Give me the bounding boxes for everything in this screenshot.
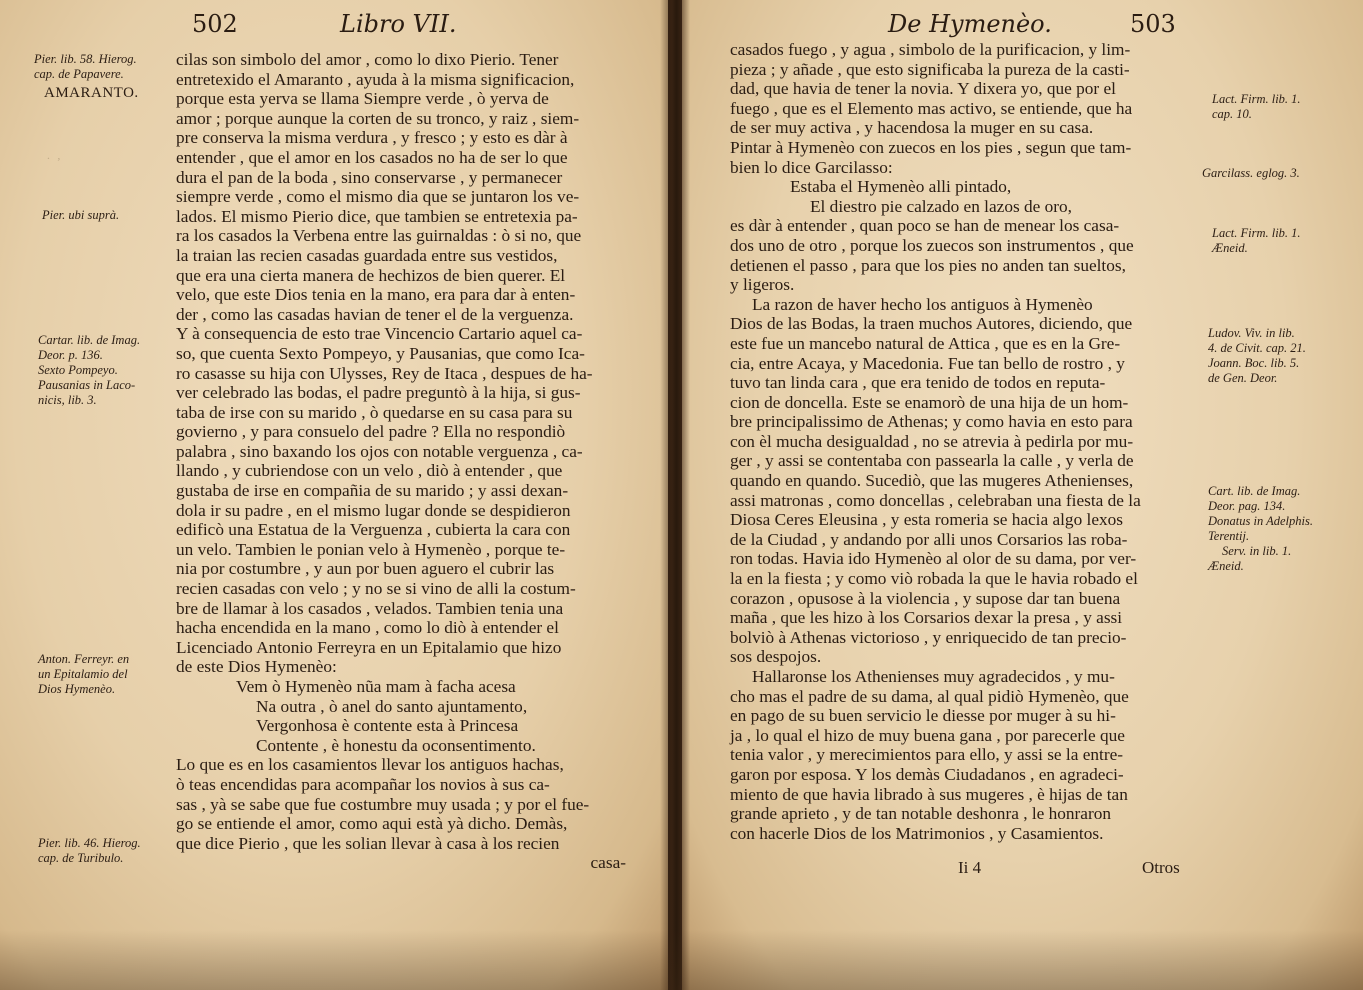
- signature-mark: Ii 4: [958, 858, 982, 877]
- text-line: bien lo dice Garcilasso:: [730, 157, 893, 177]
- text-line: amor ; porque aunque la corten de su tronco, y raiz , siem-: [176, 108, 580, 128]
- text-line: sos despojos.: [730, 647, 822, 667]
- text-line: edificò una Estatua de la Verguenza , cubierta la cara con: [176, 520, 571, 540]
- right-body-text: [730, 40, 1206, 843]
- text-line: detienen el passo , para que los pies no anden tan sueltos,: [730, 255, 1126, 275]
- catchword: Otros: [1142, 858, 1180, 877]
- text-line: llando , y cubriendose con un velo , diò à entender , que: [176, 461, 563, 481]
- text-line: Y à consequencia de esto trae Vincencio Cartario aquel ca-: [176, 324, 583, 344]
- right-page: [682, 0, 1363, 990]
- marginal-note: Anton. Ferreyr. en un Epitalamio del Dios Hymenèo.: [38, 652, 130, 696]
- text-line: de ser muy activa , y hacendosa la muger en su casa.: [730, 118, 1094, 138]
- page-shadow: [0, 930, 1363, 990]
- text-line: gustaba de irse en compañia de su marido ; y assi dexan-: [176, 481, 569, 501]
- text-line: dos uno de otro , porque los zuecos son instrumentos , que: [730, 235, 1134, 255]
- text-line: la traian las recien casadas guardada entre sus vestidos,: [176, 245, 558, 265]
- text-line: miento de que havia librado à sus mugeres , è hijas de tan: [730, 784, 1128, 804]
- text-line: cia, entre Acaya, y Macedonia. Fue tan bello de rostro , y: [730, 353, 1125, 373]
- text-line: ger , y assi se contentaba con passearla la calle , y verla de: [730, 451, 1134, 471]
- marginal-note: Cartar. lib. de Imag. Deor. p. 136. Sexto Pompeyo. Pausanias in Laco- nicis, lib. 3.: [38, 333, 141, 407]
- text-line: pieza ; y añade , que esto significaba la pureza de la casti-: [730, 59, 1130, 79]
- text-line: palabra , sino baxando los ojos con notable verguenza , ca-: [176, 441, 583, 461]
- text-line: entretexido el Amaranto , ayuda à la misma significacion,: [176, 69, 575, 89]
- text-line: garon por esposa. Y los demàs Ciudadanos , en agradeci-: [730, 764, 1124, 784]
- text-line: Pintar à Hymenèo con zuecos en los pies , segun que tam-: [730, 137, 1132, 157]
- text-line: ja , lo qual el hizo de muy buena gana , por parecerle que: [730, 725, 1125, 745]
- text-line: nia por costumbre , y aun por buen aguero el cubrir las: [176, 559, 555, 579]
- text-line: velo, que este Dios tenia en la mano, era para dar à enten-: [176, 285, 576, 305]
- text-line: Dios de las Bodas, la traen muchos Autores, diciendo, que: [730, 314, 1133, 334]
- left-body-text: [176, 50, 646, 873]
- text-line: bre de llamar à los casados , velados. Tambien tenia una: [176, 598, 564, 618]
- verse-line: Vem ò Hymenèo nũa mam à facha acesa: [236, 677, 516, 696]
- text-line: ver celebrado las bodas, el padre preguntò à la hija, si gus-: [176, 383, 581, 403]
- book-gutter: [660, 0, 690, 990]
- text-line: casados fuego , y agua , simbolo de la purificacion, y lim-: [730, 40, 1131, 59]
- text-line: de la Ciudad , y andando por alli unos Corsarios las roba-: [730, 529, 1128, 549]
- marginal-note: Pier. lib. 58. Hierog. cap. de Papavere.: [34, 52, 137, 81]
- right-running-head: De Hymenèo.: [888, 10, 1052, 38]
- verse-line: Contente , è honestu da oconsentimento.: [256, 735, 536, 755]
- verse-line: Estaba el Hymenèo alli pintado,: [790, 177, 1012, 197]
- text-line: ro casasse su hija con Ulysses, Rey de Itaca , despues de ha-: [176, 363, 593, 383]
- text-line: corazon , opusose à la violencia , y supose dar tan buena: [730, 588, 1121, 608]
- marginal-note: Garcilass. eglog. 3.: [1202, 166, 1300, 180]
- marginal-note: Ludov. Viv. in lib. 4. de Civit. cap. 21. Joann. Boc. lib. 5. de Gen. Deor.: [1208, 326, 1306, 385]
- text-line: con hacerle Dios de los Matrimonios , y Casamientos.: [730, 823, 1104, 843]
- catchword: casa-: [590, 853, 626, 873]
- text-line: tenia valor , y merecimientos para ello, y assi se la entre-: [730, 745, 1123, 765]
- bleed-through-mark: [48, 470, 148, 590]
- text-line: ron todas. Havia ido Hymenèo al olor de su dama, por ver-: [730, 549, 1137, 569]
- text-line: y ligeros.: [730, 275, 795, 295]
- text-line: cion de doncella. Este se enamorò de una hija de un hom-: [730, 392, 1129, 412]
- verse-line: El diestro pie calzado en lazos de oro,: [810, 196, 1072, 216]
- marginal-heading: AMARANTO.: [44, 85, 139, 101]
- text-line: La razon de haver hecho los antiguos à Hymenèo: [752, 294, 1093, 314]
- text-line: recien casadas con velo ; y no se si vino de alli la costum-: [176, 579, 576, 599]
- text-line: tuvo tan linda cara , que era tenido de todos en reputa-: [730, 373, 1106, 393]
- text-line: dad, que havia de tener la novia. Y dixera yo, que por el: [730, 79, 1116, 99]
- left-page: [0, 0, 668, 990]
- text-line: bre principalissimo de Athenas; y como havia en esto para: [730, 412, 1133, 432]
- text-line: dura el pan de la boda , sino conservarse , y permanecer: [176, 167, 563, 187]
- text-line: pre conserva la misma verdura , y fresco ; y esto es dàr à: [176, 128, 568, 148]
- text-line: este fue un mancebo natural de Attica , que es en la Gre-: [730, 333, 1121, 353]
- text-line: Diosa Ceres Eleusina , y esta romeria se hacia algo lexos: [730, 510, 1124, 530]
- left-running-head: Libro VII.: [340, 10, 457, 38]
- text-line: con èl mucha desigualdad , no se atrevia à pedirla por mu-: [730, 431, 1134, 451]
- text-line: fuego , que es el Elemento mas activo, se entiende, que ha: [730, 98, 1133, 118]
- text-line: so, que cuenta Sexto Pompeyo, y Pausanias, que como Ica-: [176, 343, 585, 363]
- text-line: govierno , y para consuelo del padre ? Ella no respondiò: [176, 422, 566, 442]
- text-line: en pago de su buen servicio le diesse por muger à su hi-: [730, 706, 1116, 726]
- text-line: siempre verde , como el mismo dia que se juntaron los ve-: [176, 187, 580, 207]
- text-line: es dàr à entender , quan poco se han de menear los casa-: [730, 216, 1120, 236]
- text-line: grande aprieto , y de tan notable deshonra , le honraron: [730, 804, 1112, 824]
- marginal-note: Pier. lib. 46. Hierog. cap. de Turibulo.: [38, 836, 141, 865]
- text-line: que dice Pierio , que les solian llevar à casa à los recien: [176, 833, 560, 853]
- text-line: sas , yà se sabe que fue costumbre muy usada ; y por el fue-: [176, 794, 590, 814]
- text-line: maña , que les hizo à los Corsarios dexar la presa , y assi: [730, 608, 1123, 628]
- text-line: la en la fiesta ; y como viò robada la que le havia robado el: [730, 569, 1138, 589]
- text-line: taba de irse con su marido , ò quedarse en su casa para su: [176, 402, 573, 422]
- text-line: un velo. Tambien le ponian velo à Hymenèo , porque te-: [176, 539, 566, 559]
- text-line: hacha encendida en la mano , como lo diò à entender el: [176, 618, 559, 638]
- text-line: go se entiende el amor, como aqui està yà dicho. Demàs,: [176, 814, 568, 834]
- text-line: quando en quando. Sucediò, que las mugeres Athenienses,: [730, 471, 1134, 491]
- text-line: assi matronas , como doncellas , celebraban una fiesta de la: [730, 490, 1141, 510]
- text-line: porque esta yerva se llama Siempre verde , ò yerva de: [176, 89, 549, 109]
- text-line: der , como las casadas havian de tener el de la verguenza.: [176, 304, 574, 324]
- text-line: Lo que es en los casamientos llevar los antiguos hachas,: [176, 755, 564, 775]
- marginal-note: Lact. Firm. lib. 1. cap. 10.: [1212, 92, 1301, 121]
- text-line: ò teas encendidas para acompañar los novios à sus ca-: [176, 774, 550, 794]
- text-line: cilas son simbolo del amor , como lo dixo Pierio. Tener: [176, 50, 559, 69]
- marginal-note: Lact. Firm. lib. 1. Æneid.: [1212, 226, 1301, 255]
- marginal-note: Pier. ubi suprà.: [42, 208, 120, 222]
- text-line: entender , que el amor en los casados no ha de ser lo que: [176, 147, 568, 167]
- text-line: ra los casados la Verbena entre las guirnaldas : ò si no, que: [176, 226, 582, 246]
- text-line: lados. El mismo Pierio dice, que tambien se entretexia pa-: [176, 206, 578, 226]
- text-line: bolviò à Athenas victorioso , y enriquecido de tan precio-: [730, 627, 1127, 647]
- verse-line: Na outra , ò anel do santo ajuntamento,: [256, 696, 528, 716]
- verse-line: Vergonhosa è contente esta à Princesa: [256, 716, 519, 736]
- right-page-number: 503: [1130, 10, 1176, 38]
- text-line: de este Dios Hymenèo:: [176, 657, 337, 677]
- text-line: Hallaronse los Athenienses muy agradecidos , y mu-: [752, 667, 1115, 686]
- left-page-number: 502: [192, 10, 238, 38]
- text-line: Licenciado Antonio Ferreyra en un Epitalamio que hizo: [176, 637, 562, 657]
- marginal-note: Cart. lib. de Imag. Deor. pag. 134. Donatus in Adelphis. Terentij. Serv. in lib. 1. Æneid.: [1208, 484, 1313, 573]
- text-line: que era una cierta manera de hechizos de bien querer. El: [176, 265, 566, 285]
- text-line: cho mas el padre de su dama, al qual pidiò Hymenèo, que: [730, 686, 1129, 706]
- bleed-through-mark: . ,: [40, 148, 61, 162]
- text-line: dola ir su padre , en el mismo lugar donde se despidieron: [176, 500, 571, 520]
